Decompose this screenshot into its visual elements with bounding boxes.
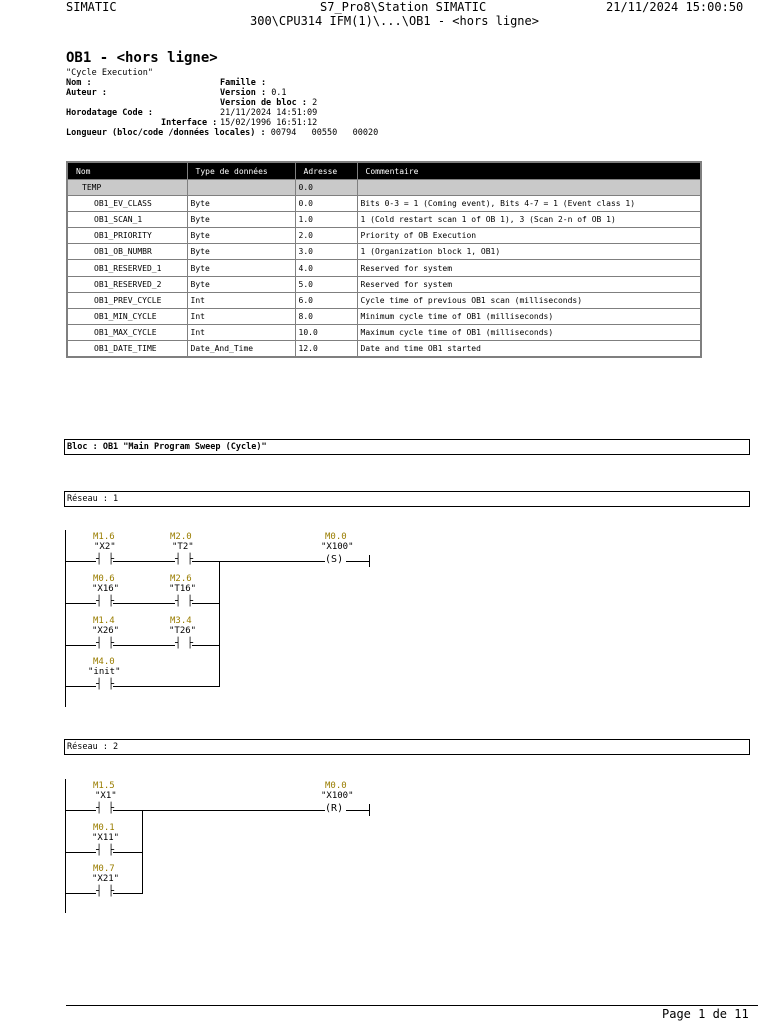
version-bloc-value: 2	[312, 98, 318, 108]
coil-type: R	[331, 803, 338, 814]
var-comment: Maximum cycle time of OB1 (milliseconds)	[357, 324, 701, 340]
contact-no-icon: ┤ ├	[96, 803, 115, 814]
var-address: 2.0	[295, 228, 357, 244]
var-type: Int	[187, 308, 295, 324]
header-datetime: 21/11/2024 15:00:50	[606, 0, 744, 14]
branch-wire	[66, 893, 96, 894]
var-type: Byte	[187, 228, 295, 244]
contact-symbol: "T16"	[169, 584, 197, 594]
contact-no-icon: ┤ ├	[96, 679, 115, 690]
var-name: OB1_OB_NUMBR	[67, 244, 187, 260]
var-address: 5.0	[295, 276, 357, 292]
branch-join	[142, 810, 143, 894]
branch-wire	[192, 645, 220, 646]
branch-wire	[113, 645, 175, 646]
contact-address: M2.6	[170, 574, 192, 584]
branch-wire	[113, 686, 220, 687]
network-1-label: Réseau : 1	[64, 491, 750, 507]
var-name: OB1_DATE_TIME	[67, 340, 187, 357]
var-comment: Reserved for system	[357, 276, 701, 292]
longueur-label: Longueur (bloc/code /données locales) :	[66, 128, 266, 138]
header-project-path: S7_Pro8\Station SIMATIC	[320, 0, 487, 14]
var-name: OB1_PREV_CYCLE	[67, 292, 187, 308]
rung-wire	[66, 561, 96, 562]
nom-label: Nom :	[66, 78, 92, 88]
power-rail-left	[65, 530, 66, 707]
contact-no-icon: ┤ ├	[96, 886, 115, 897]
header-app-name: SIMATIC	[66, 0, 117, 14]
auteur-label: Auteur :	[66, 88, 107, 98]
rung-wire	[346, 810, 370, 811]
rung-wire	[113, 810, 325, 811]
var-name: TEMP	[67, 180, 187, 196]
network-2-label: Réseau : 2	[64, 739, 750, 755]
rung-wire	[346, 561, 370, 562]
var-address: 0.0	[295, 196, 357, 212]
var-type: Int	[187, 324, 295, 340]
table-row	[67, 324, 701, 340]
var-type: Byte	[187, 212, 295, 228]
branch-wire	[66, 686, 96, 687]
coil-address: M0.0	[325, 781, 347, 791]
var-type: Byte	[187, 276, 295, 292]
var-type	[187, 180, 295, 196]
var-address: 10.0	[295, 324, 357, 340]
branch-wire	[66, 603, 96, 604]
famille-label: Famille :	[220, 78, 267, 88]
var-type: Byte	[187, 244, 295, 260]
contact-address: M0.7	[93, 864, 115, 874]
bloc-title-box: Bloc : OB1 "Main Program Sweep (Cycle)"	[64, 439, 750, 455]
var-name: OB1_MAX_CYCLE	[67, 324, 187, 340]
var-address: 8.0	[295, 308, 357, 324]
coil-symbol: "X100"	[321, 791, 354, 801]
variable-declaration-table	[66, 161, 702, 358]
table-row	[67, 340, 701, 357]
col-header-commentaire: Commentaire	[357, 162, 701, 180]
block-title: OB1 - <hors ligne>	[66, 50, 218, 66]
page-number: Page 1 de 11	[662, 1007, 749, 1021]
var-name: OB1_EV_CLASS	[67, 196, 187, 212]
contact-symbol: "init"	[88, 667, 121, 677]
version-bloc-row	[220, 98, 317, 108]
table-row	[67, 180, 701, 196]
horodatage-value: 21/11/2024 14:51:09	[220, 108, 318, 118]
table-row	[67, 292, 701, 308]
branch-wire	[66, 645, 96, 646]
contact-symbol: "X11"	[92, 833, 120, 843]
set-coil-icon: (S)	[325, 554, 344, 565]
table-row	[67, 228, 701, 244]
coil-type: S	[331, 554, 338, 565]
contact-address: M2.0	[170, 532, 192, 542]
version-bloc-label: Version de bloc :	[220, 98, 307, 108]
contact-no-icon: ┤ ├	[96, 638, 115, 649]
var-address: 6.0	[295, 292, 357, 308]
var-address: 0.0	[295, 180, 357, 196]
contact-address: M4.0	[93, 657, 115, 667]
contact-address: M0.1	[93, 823, 115, 833]
branch-wire	[66, 852, 96, 853]
var-name: OB1_RESERVED_2	[67, 276, 187, 292]
var-name: OB1_RESERVED_1	[67, 260, 187, 276]
col-header-nom: Nom	[67, 162, 187, 180]
horodatage-label: Horodatage Code :	[66, 108, 153, 118]
var-comment: Cycle time of previous OB1 scan (milliseconds)	[357, 292, 701, 308]
contact-symbol: "X26"	[92, 626, 120, 636]
contact-symbol: "X2"	[94, 542, 116, 552]
table-row	[67, 212, 701, 228]
rung-wire	[192, 561, 325, 562]
var-type: Date_And_Time	[187, 340, 295, 357]
var-address: 1.0	[295, 212, 357, 228]
contact-address: M3.4	[170, 616, 192, 626]
col-header-adresse: Adresse	[295, 162, 357, 180]
var-name: OB1_SCAN_1	[67, 212, 187, 228]
contact-address: M1.5	[93, 781, 115, 791]
contact-no-icon: ┤ ├	[175, 596, 194, 607]
var-comment: Bits 0-3 = 1 (Coming event), Bits 4-7 = 1 (Event class 1)	[357, 196, 701, 212]
contact-no-icon: ┤ ├	[96, 596, 115, 607]
var-comment: Date and time OB1 started	[357, 340, 701, 357]
table-row	[67, 196, 701, 212]
contact-symbol: "T26"	[169, 626, 197, 636]
var-name: OB1_MIN_CYCLE	[67, 308, 187, 324]
var-name: OB1_PRIORITY	[67, 228, 187, 244]
rung-wire	[66, 810, 96, 811]
table-row	[67, 308, 701, 324]
contact-no-icon: ┤ ├	[96, 845, 115, 856]
branch-join	[219, 561, 220, 687]
footer-divider	[66, 1005, 758, 1006]
contact-no-icon: ┤ ├	[96, 554, 115, 565]
var-type: Int	[187, 292, 295, 308]
contact-symbol: "T2"	[172, 542, 194, 552]
branch-wire	[113, 603, 175, 604]
reset-coil-icon: (R)	[325, 803, 344, 814]
col-header-type: Type de données	[187, 162, 295, 180]
branch-wire	[113, 893, 143, 894]
table-header-row	[67, 162, 701, 180]
coil-end-mark	[369, 555, 370, 567]
interface-label: Interface :	[161, 118, 218, 128]
contact-address: M1.6	[93, 532, 115, 542]
coil-end-mark	[369, 804, 370, 816]
longueur-value: 00794 00550 00020	[270, 128, 379, 138]
var-address: 12.0	[295, 340, 357, 357]
var-type: Byte	[187, 196, 295, 212]
contact-address: M0.6	[93, 574, 115, 584]
version-row	[220, 88, 287, 98]
interface-value: 15/02/1996 16:51:12	[220, 118, 318, 128]
block-comment: "Cycle Execution"	[66, 68, 153, 78]
var-comment: 1 (Organization block 1, OB1)	[357, 244, 701, 260]
var-comment: Priority of OB Execution	[357, 228, 701, 244]
rung-wire	[113, 561, 175, 562]
version-value: 0.1	[271, 88, 287, 98]
var-address: 4.0	[295, 260, 357, 276]
var-comment: Minimum cycle time of OB1 (milliseconds)	[357, 308, 701, 324]
var-type: Byte	[187, 260, 295, 276]
table-row	[67, 244, 701, 260]
var-comment	[357, 180, 701, 196]
branch-wire	[113, 852, 143, 853]
contact-no-icon: ┤ ├	[175, 554, 194, 565]
var-comment: Reserved for system	[357, 260, 701, 276]
contact-symbol: "X16"	[92, 584, 120, 594]
longueur-row	[66, 128, 378, 138]
table-row	[67, 260, 701, 276]
branch-wire	[192, 603, 220, 604]
var-address: 3.0	[295, 244, 357, 260]
version-label: Version :	[220, 88, 267, 98]
var-comment: 1 (Cold restart scan 1 of OB 1), 3 (Scan 2-n of OB 1)	[357, 212, 701, 228]
contact-no-icon: ┤ ├	[175, 638, 194, 649]
famille-row	[220, 78, 266, 88]
coil-symbol: "X100"	[321, 542, 354, 552]
contact-symbol: "X21"	[92, 874, 120, 884]
coil-address: M0.0	[325, 532, 347, 542]
contact-symbol: "X1"	[95, 791, 117, 801]
contact-address: M1.4	[93, 616, 115, 626]
table-row	[67, 276, 701, 292]
header-station-path: 300\CPU314 IFM(1)\...\OB1 - <hors ligne>	[250, 14, 539, 28]
